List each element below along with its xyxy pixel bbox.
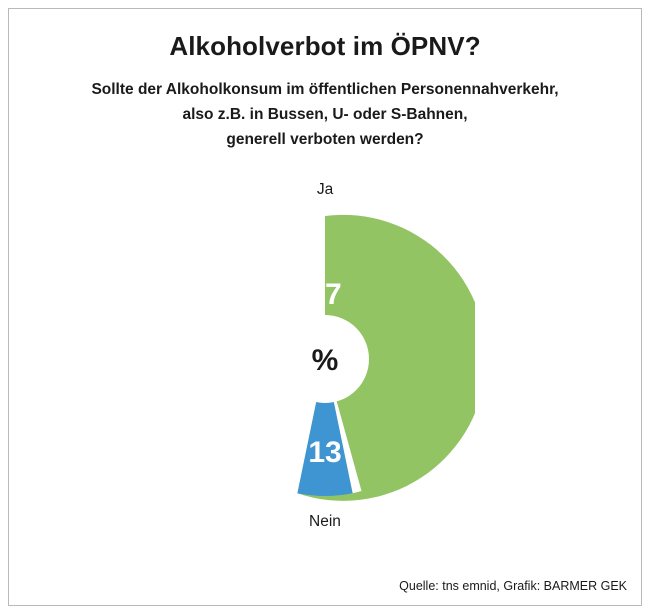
pie-chart [9,181,641,541]
slice-label-ja: Ja [316,181,334,198]
donut-graphic [175,209,475,509]
source-note: Quelle: tns emnid, Grafik: BARMER GEK [399,579,627,593]
page-title: Alkoholverbot im ÖPNV? [169,31,481,61]
center-percent-label: % [311,344,339,377]
subtitle-line-1: Sollte der Alkoholkonsum im öffentlichen Personennahverkehr, [91,81,559,98]
subtitle-line-3: generell verboten werden? [226,131,424,148]
slice-value-nein: 13 [308,436,342,469]
slice-label-nein: Nein [309,513,341,530]
subtitle [9,77,641,152]
infographic-frame [8,8,642,606]
slice-value-ja: 87 [308,278,342,311]
subtitle-line-2: also z.B. in Bussen, U- oder S-Bahnen, [182,106,468,123]
